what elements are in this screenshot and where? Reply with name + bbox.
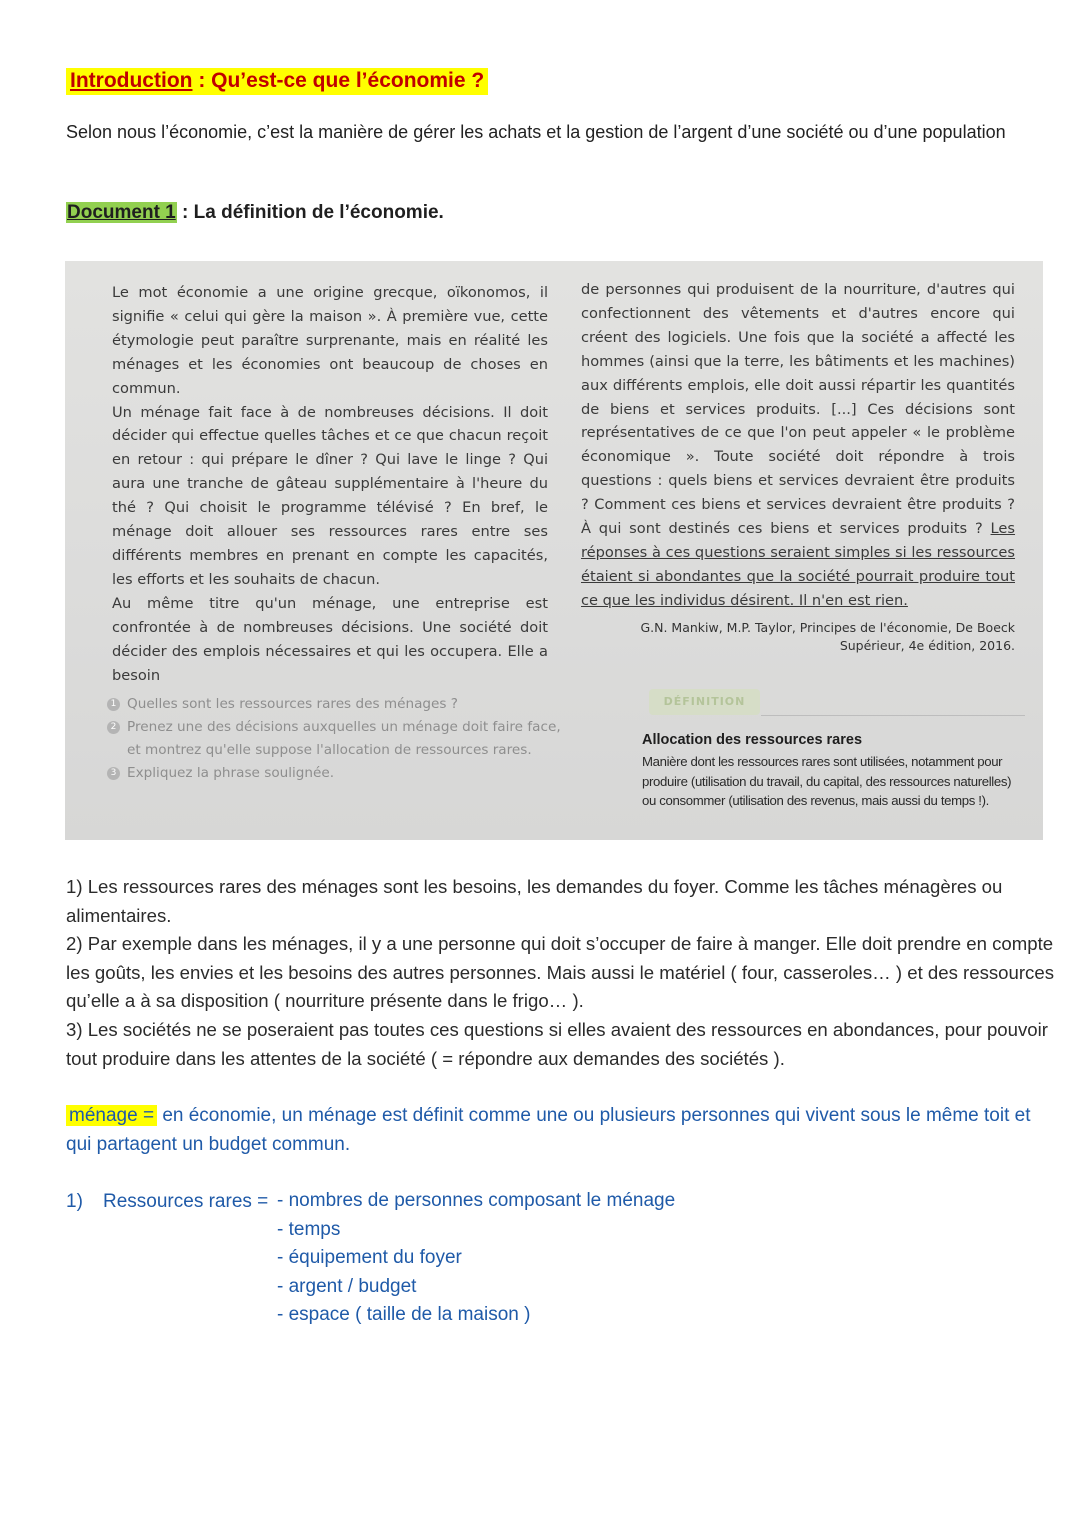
textbook-paragraph: Au même titre qu'un ménage, une entreprise est confrontée à de nombreuses décisions. Une société doit décider des emplois nécessaires et qui les occupera. Elle a besoin — [112, 594, 548, 684]
page-title — [66, 68, 488, 95]
list-item: - nombres de personnes composant le ménage — [277, 1190, 676, 1211]
definition-text: Manière dont les ressources rares sont utilisées, notamment pour produire (utilisation du travail, du capital, des ressources naturelles) ou consommer (utilisation des revenus, mais aussi du temps !). — [642, 754, 1012, 808]
menage-term: ménage = — [66, 1105, 157, 1126]
question-item — [107, 716, 577, 762]
answer-item: 1) Les ressources rares des ménages sont les besoins, les demandes du foyer. Comme les tâches ménagères ou alimentaires. — [66, 876, 1003, 926]
underlined-sentence: Les réponses à ces questions seraient simples si les ressources étaient si abondantes que la société pourrait produire tout ce que les individus désirent. Il n'en est rien. — [581, 520, 1016, 609]
definition-divider — [761, 715, 1025, 716]
textbook-right-column — [581, 278, 1015, 655]
answer-item: 3) Les sociétés ne se poseraient pas toutes ces questions si elles avaient des ressources en abondances, pour pouvoir tout produire dans les attentes de la société ( = répondre aux demandes des sociétés ). — [66, 1018, 1048, 1069]
textbook-paragraph: Un ménage fait face à de nombreuses décisions. Il doit décider qui effectue quelles tâches et ce que chacun reçoit en retour : qui prépare le dîner ? Qui lave le linge ? Qui aura une tranche de gâteau supplémentaire à l'heure du thé ? Qui choisit le programme télévisé ? En bref, le ménage doit allouer ses ressources rares entre ses différents membres en prenant en compte les capacités, les efforts et les souhaits de chacun. — [112, 403, 548, 588]
textbook-paragraph: Le mot économie a une origine grecque, oïkonomos, il signifie « celui qui gère la maison ». À première vue, cette étymologie peut paraître surprenante, mais en réalité les ménages et les économies ont beaucoup de choses en commun. — [112, 284, 548, 397]
list-item: - temps — [277, 1218, 341, 1240]
document-heading — [66, 202, 444, 224]
question-number-icon: 2 — [107, 721, 120, 734]
question-text: Expliquez la phrase soulignée. — [127, 765, 335, 781]
list-item: - argent / budget — [277, 1275, 417, 1297]
citation — [581, 619, 1015, 655]
rare-resources-title: Ressources rares = — [103, 1191, 269, 1212]
definition-badge: DÉFINITION — [649, 689, 760, 715]
question-number-icon: 1 — [107, 698, 120, 711]
list-item: - équipement du foyer — [277, 1247, 462, 1268]
answers-block — [66, 873, 1056, 1073]
question-item — [107, 762, 577, 785]
question-number-icon: 3 — [107, 767, 120, 780]
rare-resources-number: 1) — [66, 1191, 83, 1212]
question-item — [107, 693, 577, 716]
question-text: Prenez une des décisions auxquelles un ménage doit faire face, et montrez qu'elle suppose l'allocation de ressources rares. — [127, 719, 561, 758]
textbook-paragraph — [581, 278, 1015, 613]
page-title-rest: : Qu’est-ce que l’économie ? — [192, 69, 485, 92]
definition-title: Allocation des ressources rares — [642, 732, 863, 748]
page-title-prefix: Introduction — [70, 69, 193, 92]
answer-item: 2) Par exemple dans les ménages, il y a une personne qui doit s’occuper de faire à manger. Elle doit prendre en compte les goûts, les envies et les besoins des autres personnes. Mais aussi le matériel ( four, casseroles… ) et des ressources qu’elle a à sa disposition ( nourriture présente dans le frigo… ). — [66, 933, 1054, 1012]
menage-definition — [66, 1101, 1041, 1159]
question-text: Quelles sont les ressources rares des ménages ? — [127, 696, 459, 712]
intro-paragraph: Selon nous l’économie, c’est la manière de gérer les achats et la gestion de l’argent d’une société ou d’une population — [66, 122, 1006, 142]
list-item: - espace ( taille de la maison ) — [277, 1304, 531, 1325]
rare-resources-list — [277, 1187, 675, 1330]
citation-line: G.N. Mankiw, M.P. Taylor, Principes de l'économie, De Boeck — [640, 619, 1015, 635]
citation-line: Supérieur, 4e édition, 2016. — [839, 637, 1015, 653]
document-heading-prefix: Document 1 — [67, 202, 176, 223]
textbook-left-column — [112, 281, 548, 687]
textbook-paragraph-text: de personnes qui produisent de la nourriture, d'autres qui confectionnent des vêtements et d'autres encore qui créent des logiciels. Une fois que la société a affecté les hommes (ainsi que la terre, les bâtiments et les machines) aux différents emplois, elle doit aussi répartir les quantités de biens et services produits. [...] Ces décisions sont représentatives de ce que l'on peut appeler « le problème économique ». Toute société doit répondre à trois questions : quels biens et services devraient être produits ? Comment ces biens et services devraient être produits ? À qui sont destinés ces biens et services produits ? — [581, 281, 1015, 538]
menage-text: en économie, un ménage est définit comme une ou plusieurs personnes qui vivent sous le même toit et qui partagent un budget commun. — [66, 1105, 1031, 1155]
document-heading-rest: : La définition de l’économie. — [176, 202, 444, 223]
textbook-questions — [107, 693, 577, 785]
rare-resources-label — [66, 1187, 268, 1216]
textbook-photo — [65, 261, 1043, 840]
